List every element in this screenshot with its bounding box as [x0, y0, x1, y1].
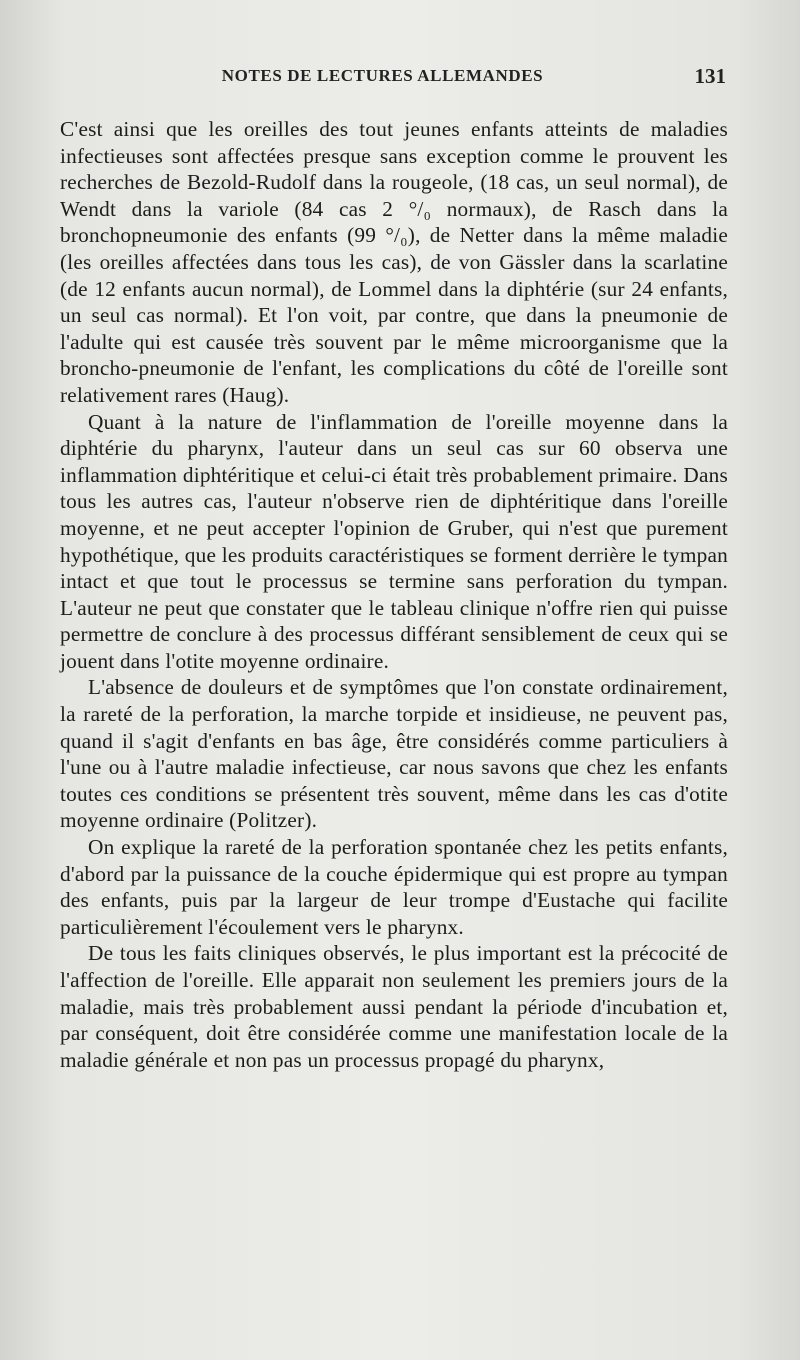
running-title: NOTES DE LECTURES ALLEMANDES	[221, 66, 544, 85]
paragraph-5: De tous les faits cliniques observés, le plus important est la précocité de l'affection de l'oreille. Elle apparait non seulement les premiers jours de la maladie, mais très probablement aussi pendant la période d'incubation et, par conséquent, doit être considérée comme une manifestation locale de la maladie générale et non pas un processus propagé du pharynx,	[60, 941, 728, 1072]
paragraph-1: C'est ainsi que les oreilles des tout jeunes enfants atteints de maladies infectieuses sont affectées presque sans exception comme le prouvent les recherches de Bezold-Rudolf dans la rougeole, (18 cas, un seul normal), de Wendt dans la variole (84 cas 2 °/₀ normaux), de Rasch dans la bronchopneumonie des enfants (99 °/₀), de Netter dans la même maladie (les oreilles affectées dans tous les cas), de von Gässler dans la scarlatine (de 12 enfants aucun normal), de Lommel dans la diphtérie (sur 24 enfants, un seul cas normal). Et l'on voit, par contre, que dans la pneumonie de l'adulte qui est causée très souvent par le même microorganisme que la broncho-pneumonie de l'enfant, les complications du côté de l'oreille sont relativement rares (Haug).	[60, 117, 728, 407]
page-header	[0, 66, 800, 96]
paragraph-4: On explique la rareté de la perforation spontanée chez les petits enfants, d'abord par la puissance de la couche épidermique qui est propre au tympan des enfants, puis par la largeur de leur trompe d'Eustache qui facilite particulièrement l'écoulement vers le pharynx.	[60, 835, 728, 939]
body-text	[60, 116, 728, 1073]
page-number: 131	[694, 64, 726, 88]
paragraph-2: Quant à la nature de l'inflammation de l'oreille moyenne dans la diphtérie du pharynx, l'auteur dans un seul cas sur 60 observa une inflammation diphtéritique et celui-ci était très probablement primaire. Dans tous les autres cas, l'auteur n'observe rien de diphtéritique dans l'oreille moyenne, et ne peut accepter l'opinion de Gruber, qui n'est que purement hypothétique, que les produits caractéristiques se forment derrière le tympan intact et que tout le processus se termine sans perforation du tympan. L'auteur ne peut que constater que le tableau clinique n'offre rien qui puisse permettre de conclure à des processus différant sensiblement de ceux qui se jouent dans l'otite moyenne ordinaire.	[60, 409, 728, 673]
paragraph-3: L'absence de douleurs et de symptômes que l'on constate ordinairement, la rareté de la perforation, la marche torpide et insidieuse, ne peuvent pas, quand il s'agit d'enfants en bas âge, être considérés comme particuliers à l'une ou à l'autre maladie infectieuse, car nous savons que chez les enfants toutes ces conditions se présentent très souvent, même dans les cas d'otite moyenne ordinaire (Politzer).	[60, 675, 728, 833]
